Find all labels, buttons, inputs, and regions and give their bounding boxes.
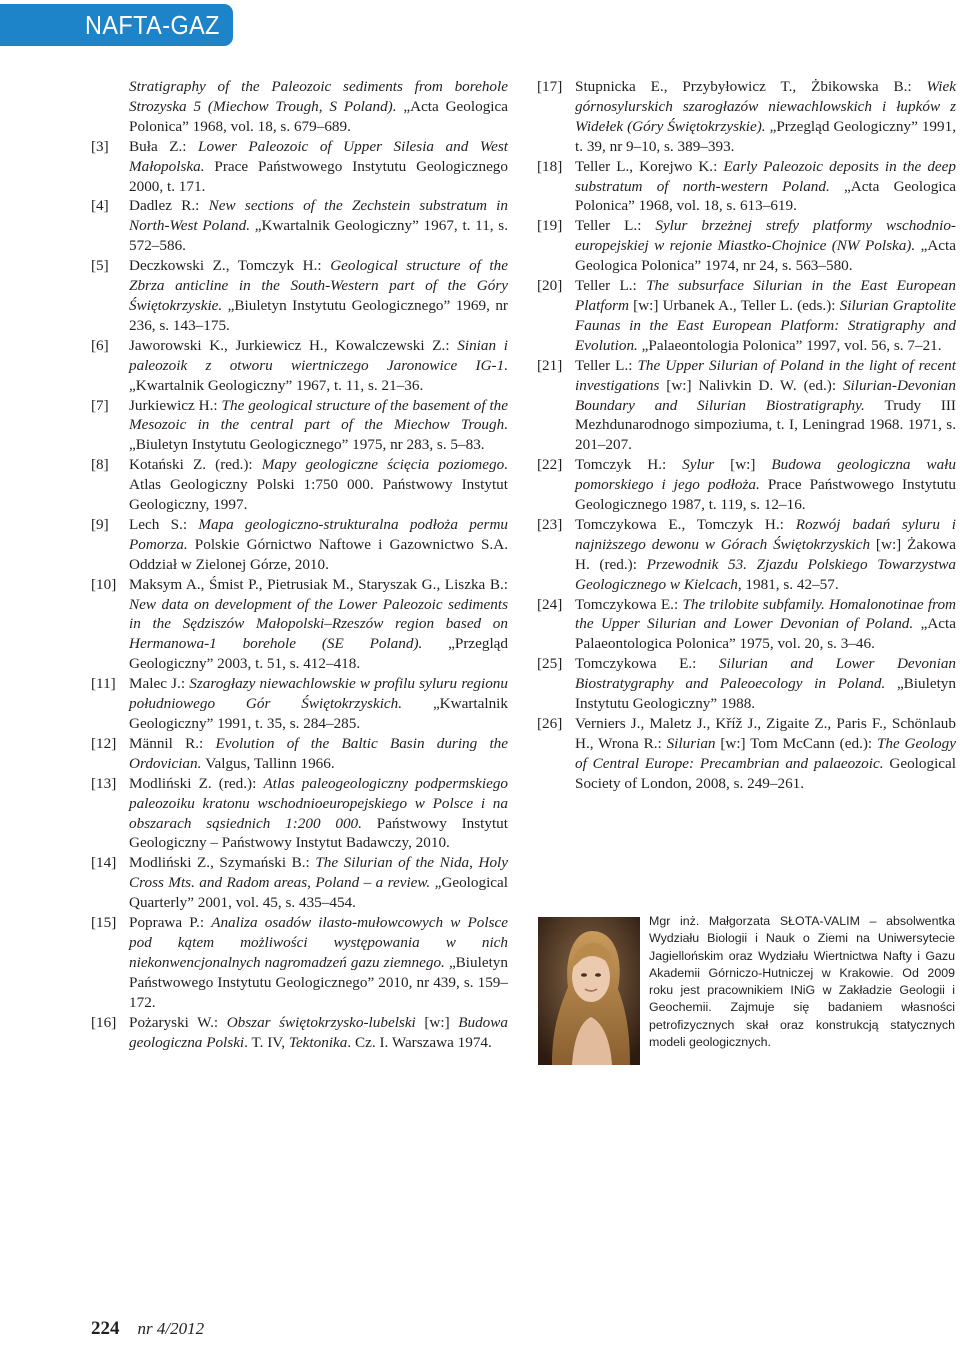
reference-title: Obszar świętokrzysko-lubelski (226, 1013, 425, 1031)
reference-text: Männil R.: (129, 734, 216, 752)
reference-item (91, 336, 508, 396)
reference-number: [13] (91, 774, 117, 792)
reference-text: . Cz. I. Warszawa 1974. (347, 1033, 492, 1051)
reference-title: Budowa geologiczna Polski (129, 1013, 508, 1051)
reference-text: Malec J.: (129, 675, 190, 693)
reference-title: The Geology of Central Europe: Precambrian and palaeozoic. (575, 734, 956, 772)
reference-text: „Kwartalnik Geologiczny” 1967, t. 11, s. 21–36. (129, 376, 424, 394)
reference-text: [w:] (730, 456, 772, 474)
reference-item (91, 853, 508, 913)
reference-text: „Biuletyn Instytutu Geologicznego” 1969, nr 236, s. 143–175. (129, 296, 508, 334)
reference-title: Geological structure of the Zbrza anticline in the South-Western part of the Góry Świętokrzyskie. (129, 257, 508, 314)
reference-title: Evolution of the Baltic Basin during the Ordovician. (129, 734, 508, 772)
reference-title: Analiza osadów ilasto-mułowcowych w Polsce pod kątem możliwości występowania w nich niekonwencjonalnych nagromadzeń gazu ziemnego. (129, 914, 509, 971)
reference-title: Sinian i paleozoik z otworu wiertniczego Jaronowice IG-1. (129, 336, 508, 374)
reference-title: Szarogłazy niewachlowskie w profilu syluru regionu południowego Gór Świętokrzyskich. (129, 675, 508, 713)
reference-number: [18] (537, 157, 563, 175)
reference-title: The Silurian of the Nida, Holy Cross Mts. and Radom areas, Poland – a review. (129, 854, 508, 892)
reference-text: „Geological Quarterly” 2001, vol. 45, s. 435–454. (129, 874, 508, 912)
reference-text: Państwowy Instytut Geologiczny – Państwowy Instytut Badawczy, 2010. (129, 814, 508, 852)
reference-text: Prace Państwowego Instytutu Geologicznego 1987, t. 119, s. 12–16. (575, 476, 956, 514)
reference-text: Teller L.: (575, 217, 656, 235)
reference-item (91, 575, 508, 675)
reference-text: „Acta Geologica Polonica” 1968, vol. 18, s. 679–689. (129, 97, 509, 135)
reference-text: Teller L.: (575, 356, 638, 374)
references-right-column (537, 77, 956, 794)
reference-text: Teller L.: (575, 277, 647, 295)
reference-item (91, 734, 508, 774)
reference-number: [12] (91, 734, 117, 752)
reference-text: Polskie Górnictwo Naftowe i Gazownictwo S.A. Oddział w Zielonej Górze, 2010. (129, 535, 508, 573)
reference-item (91, 455, 508, 515)
reference-text: „Biuletyn Instytutu Geologicznego” 1975, nr 283, s. 5–83. (129, 436, 485, 454)
reference-text: Jaworowski K., Jurkiewicz H., Kowalczewski Z.: (129, 336, 458, 354)
reference-item (537, 216, 956, 276)
reference-number: [22] (537, 456, 563, 474)
author-photo (538, 917, 640, 1065)
reference-text: „Kwartalnik Geologiczny” 1967, t. 11, s. 572–586. (129, 217, 509, 255)
reference-title: New sections of the Zechstein substratum in North-West Poland. (129, 197, 508, 235)
reference-title: Wiek górnosylurskich szarogłazów niewachlowskich i łupków z Widełek (Góry Świętokrzyskie). (575, 78, 956, 135)
reference-number: [23] (537, 515, 563, 533)
reference-text: Poprawa P.: (129, 914, 212, 932)
author-portrait-image (538, 917, 640, 1065)
reference-text: Modliński Z. (red.): (129, 774, 264, 792)
reference-title: Lower Paleozoic of Upper Silesia and West Małopolska. (129, 137, 508, 175)
reference-text: „Biuletyn Instytutu Geologiczny” 1988. (575, 675, 956, 713)
reference-title: The trilobite subfamily. Homalonotinae from the Upper Silurian and Lower Devonian of Poland. (575, 595, 957, 633)
reference-number: [21] (537, 356, 563, 374)
reference-title: Silurian (666, 734, 721, 752)
reference-text: „Przegląd Geologiczny” 1991, t. 39, nr 9–10, s. 389–393. (575, 117, 956, 155)
reference-item (91, 396, 508, 456)
reference-number: [9] (91, 515, 109, 533)
reference-text: Tomczykowa E., Tomczyk H.: (575, 515, 796, 533)
reference-title: Tektonika (288, 1033, 348, 1051)
reference-title: New data on development of the Lower Paleozoic sediments in the Sędziszów Małopolski–Rzeszów region based on Hermanowa-1 borehole (SE Poland). (129, 595, 508, 653)
reference-item (537, 356, 956, 456)
reference-number: [15] (91, 914, 117, 932)
reference-title: Atlas paleogeologiczny podpermskiego paleozoiku kratonu wschodnioeuropejskiego w Polsce i na obszarach sąsiednich 1:200 000. (129, 774, 509, 832)
page-footer (91, 1318, 204, 1340)
reference-title: The Upper Silurian of Poland in the light of recent investigations (575, 356, 956, 394)
reference-text: „Acta Geologica Polonica” 1974, nr 24, s. 563–580. (575, 237, 956, 275)
issue-number: nr 4/2012 (137, 1319, 205, 1338)
reference-text: [w:] Nalivkin D. W. (ed.): (666, 376, 843, 394)
reference-item (537, 515, 956, 595)
reference-number: [3] (91, 137, 109, 155)
reference-item (91, 913, 508, 1013)
journal-header-banner (0, 4, 233, 46)
reference-text: . T. IV, (244, 1033, 289, 1051)
reference-text: „Acta Geologica Polonica” 1968, vol. 18, s. 613–619. (575, 177, 956, 215)
reference-item (537, 455, 956, 515)
reference-text: [w:] Tom McCann (ed.): (720, 734, 877, 752)
reference-text: Kotański Z. (red.): (129, 456, 262, 474)
reference-title: Mapa geologiczno-strukturalna podłoża permu Pomorza. (129, 515, 509, 553)
reference-title: Sylur (682, 456, 731, 474)
reference-number: [24] (537, 595, 563, 613)
reference-text: Dadlez R.: (129, 197, 209, 215)
reference-text: Atlas Geologiczny Polski 1:750 000. Państwowy Instytut Geologiczny, 1997. (129, 476, 508, 514)
reference-title: Sylur brzeżnej strefy platformy wschodnio-europejskiej w rejonie Miastko-Chojnice (NW Polska). (575, 217, 956, 255)
reference-text: „Biuletyn Państwowego Instytutu Geologicznego” 2010, nr 439, s. 159–172. (129, 953, 508, 1011)
reference-text: Valgus, Tallinn 1966. (205, 754, 335, 772)
reference-text: Tomczykowa E.: (575, 595, 683, 613)
reference-item (537, 276, 956, 356)
reference-number: [16] (91, 1013, 117, 1031)
reference-text: , 1981, s. 42–57. (737, 575, 839, 593)
reference-title: Silurian Graptolite Faunas in the East European Platform: Stratigraphy and Evolution. (575, 296, 956, 354)
reference-text: Jurkiewicz H.: (129, 396, 222, 414)
reference-title: Silurian and Lower Devonian Biostratygraphy and Paleoecology in Poland. (575, 655, 957, 693)
reference-title: Przewodnik 53. Zjazdu Polskiego Towarzystwa Geologicznego w Kielcach (575, 555, 956, 593)
reference-text: Tomczykowa E.: (575, 655, 719, 673)
reference-title: Budowa geologiczna wału pomorskiego i jego podłoża. (575, 456, 956, 494)
reference-text: „Kwartalnik Geologiczny” 1991, t. 35, s. 284–285. (129, 695, 508, 732)
author-bio: Mgr inż. Małgorzata SŁOTA-VALIM – absolwentka Wydziału Biologii i Nauk o Ziemi na Uniwersytecie Jagiellońskim oraz Wydziału Wiertnictwa Nafty i Gazu Akademii Górniczo-Hutniczej w Krakowie. Od 2009 roku jest pracownikiem INiG w Zakładzie Geologii i Geochemii. Zajmuje się badaniem własności petrofizycznych skał oraz konstrukcją statycznych modeli geologicznych. (649, 914, 955, 1050)
reference-number: [8] (91, 456, 109, 474)
reference-number: [20] (537, 277, 563, 295)
reference-title: Rozwój badań syluru i najniższego dewonu w Górach Świętokrzyskich (575, 515, 957, 553)
reference-item (91, 1013, 508, 1053)
reference-text: [w:] (424, 1013, 459, 1031)
reference-item (537, 595, 956, 655)
reference-number: [11] (91, 675, 116, 693)
reference-number: [4] (91, 197, 109, 215)
reference-number: [25] (537, 655, 563, 673)
reference-item (91, 256, 508, 336)
reference-title: Mapy geologiczne ścięcia poziomego. (261, 456, 508, 474)
reference-text: „Palaeontologia Polonica” 1997, vol. 56, s. 7–21. (641, 336, 942, 354)
reference-text: [w:] Żakowa H. (red.): (575, 535, 956, 573)
reference-text: Buła Z.: (129, 137, 199, 155)
reference-item (91, 77, 508, 137)
reference-title: Silurian-Devonian Boundary and Silurian Biostratigraphy. (575, 376, 956, 414)
reference-number: [19] (537, 217, 563, 235)
reference-number: [17] (537, 78, 563, 95)
reference-item (91, 196, 508, 256)
reference-title: The geological structure of the basement of the Mesozoic in the central part of the Miechow Trough. (129, 396, 508, 434)
reference-number: [7] (91, 396, 109, 414)
reference-text: Stupnicka E., Przybyłowicz T., Żbikowska B.: (575, 78, 927, 95)
reference-text: Trudy III Mezhdunarodnogo simpoziuma, t. I, Leningrad 1968. 1971, s. 201–207. (575, 396, 956, 454)
reference-text: Maksym A., Śmist P., Pietrusiak M., Staryszak G., Liszka B.: (129, 575, 508, 593)
reference-number: [10] (91, 575, 117, 593)
reference-text: Pożaryski W.: (129, 1013, 227, 1031)
journal-title: NAFTA-GAZ (85, 10, 220, 40)
reference-item (537, 654, 956, 714)
reference-text: Modliński Z., Szymański B.: (129, 854, 316, 872)
reference-item (91, 674, 508, 734)
reference-item (537, 77, 956, 157)
reference-text: Geological Society of London, 2008, s. 249–261. (575, 754, 956, 792)
reference-text: Deczkowski Z., Tomczyk H.: (129, 257, 331, 275)
references-left-column (91, 77, 508, 1052)
reference-text: [w:] Urbanek A., Teller L. (eds.): (633, 296, 840, 314)
reference-title: The subsurface Silurian in the East European Platform (575, 277, 956, 314)
reference-item (537, 714, 956, 794)
reference-text: „Acta Palaeontologica Polonica” 1975, vol. 20, s. 3–46. (575, 615, 956, 653)
reference-number: [26] (537, 715, 563, 732)
reference-item (91, 137, 508, 197)
reference-title: Early Paleozoic deposits in the deep substratum of north-western Poland. (575, 157, 957, 195)
reference-item (91, 774, 508, 854)
reference-number: [5] (91, 257, 109, 275)
reference-text: Prace Państwowego Instytutu Geologicznego 2000, t. 171. (129, 157, 508, 195)
reference-title: Stratigraphy of the Paleozoic sediments from borehole Strozyska 5 (Miechow Trough, S Poland). (129, 78, 508, 115)
reference-text: Verniers J., Maletz J., Kříž J., Zigaite Z., Paris F., Schönlaub H., Wrona R.: (575, 715, 956, 752)
reference-number: [6] (91, 336, 109, 354)
reference-item (91, 515, 508, 575)
page-number: 224 (91, 1318, 120, 1339)
reference-item (537, 157, 956, 217)
reference-text: Teller L., Korejwo K.: (575, 157, 724, 175)
reference-text: „Przegląd Geologiczny” 2003, t. 51, s. 412–418. (129, 635, 508, 673)
reference-number: [14] (91, 854, 117, 872)
reference-text: Lech S.: (129, 515, 199, 533)
reference-text: Tomczyk H.: (575, 456, 683, 474)
